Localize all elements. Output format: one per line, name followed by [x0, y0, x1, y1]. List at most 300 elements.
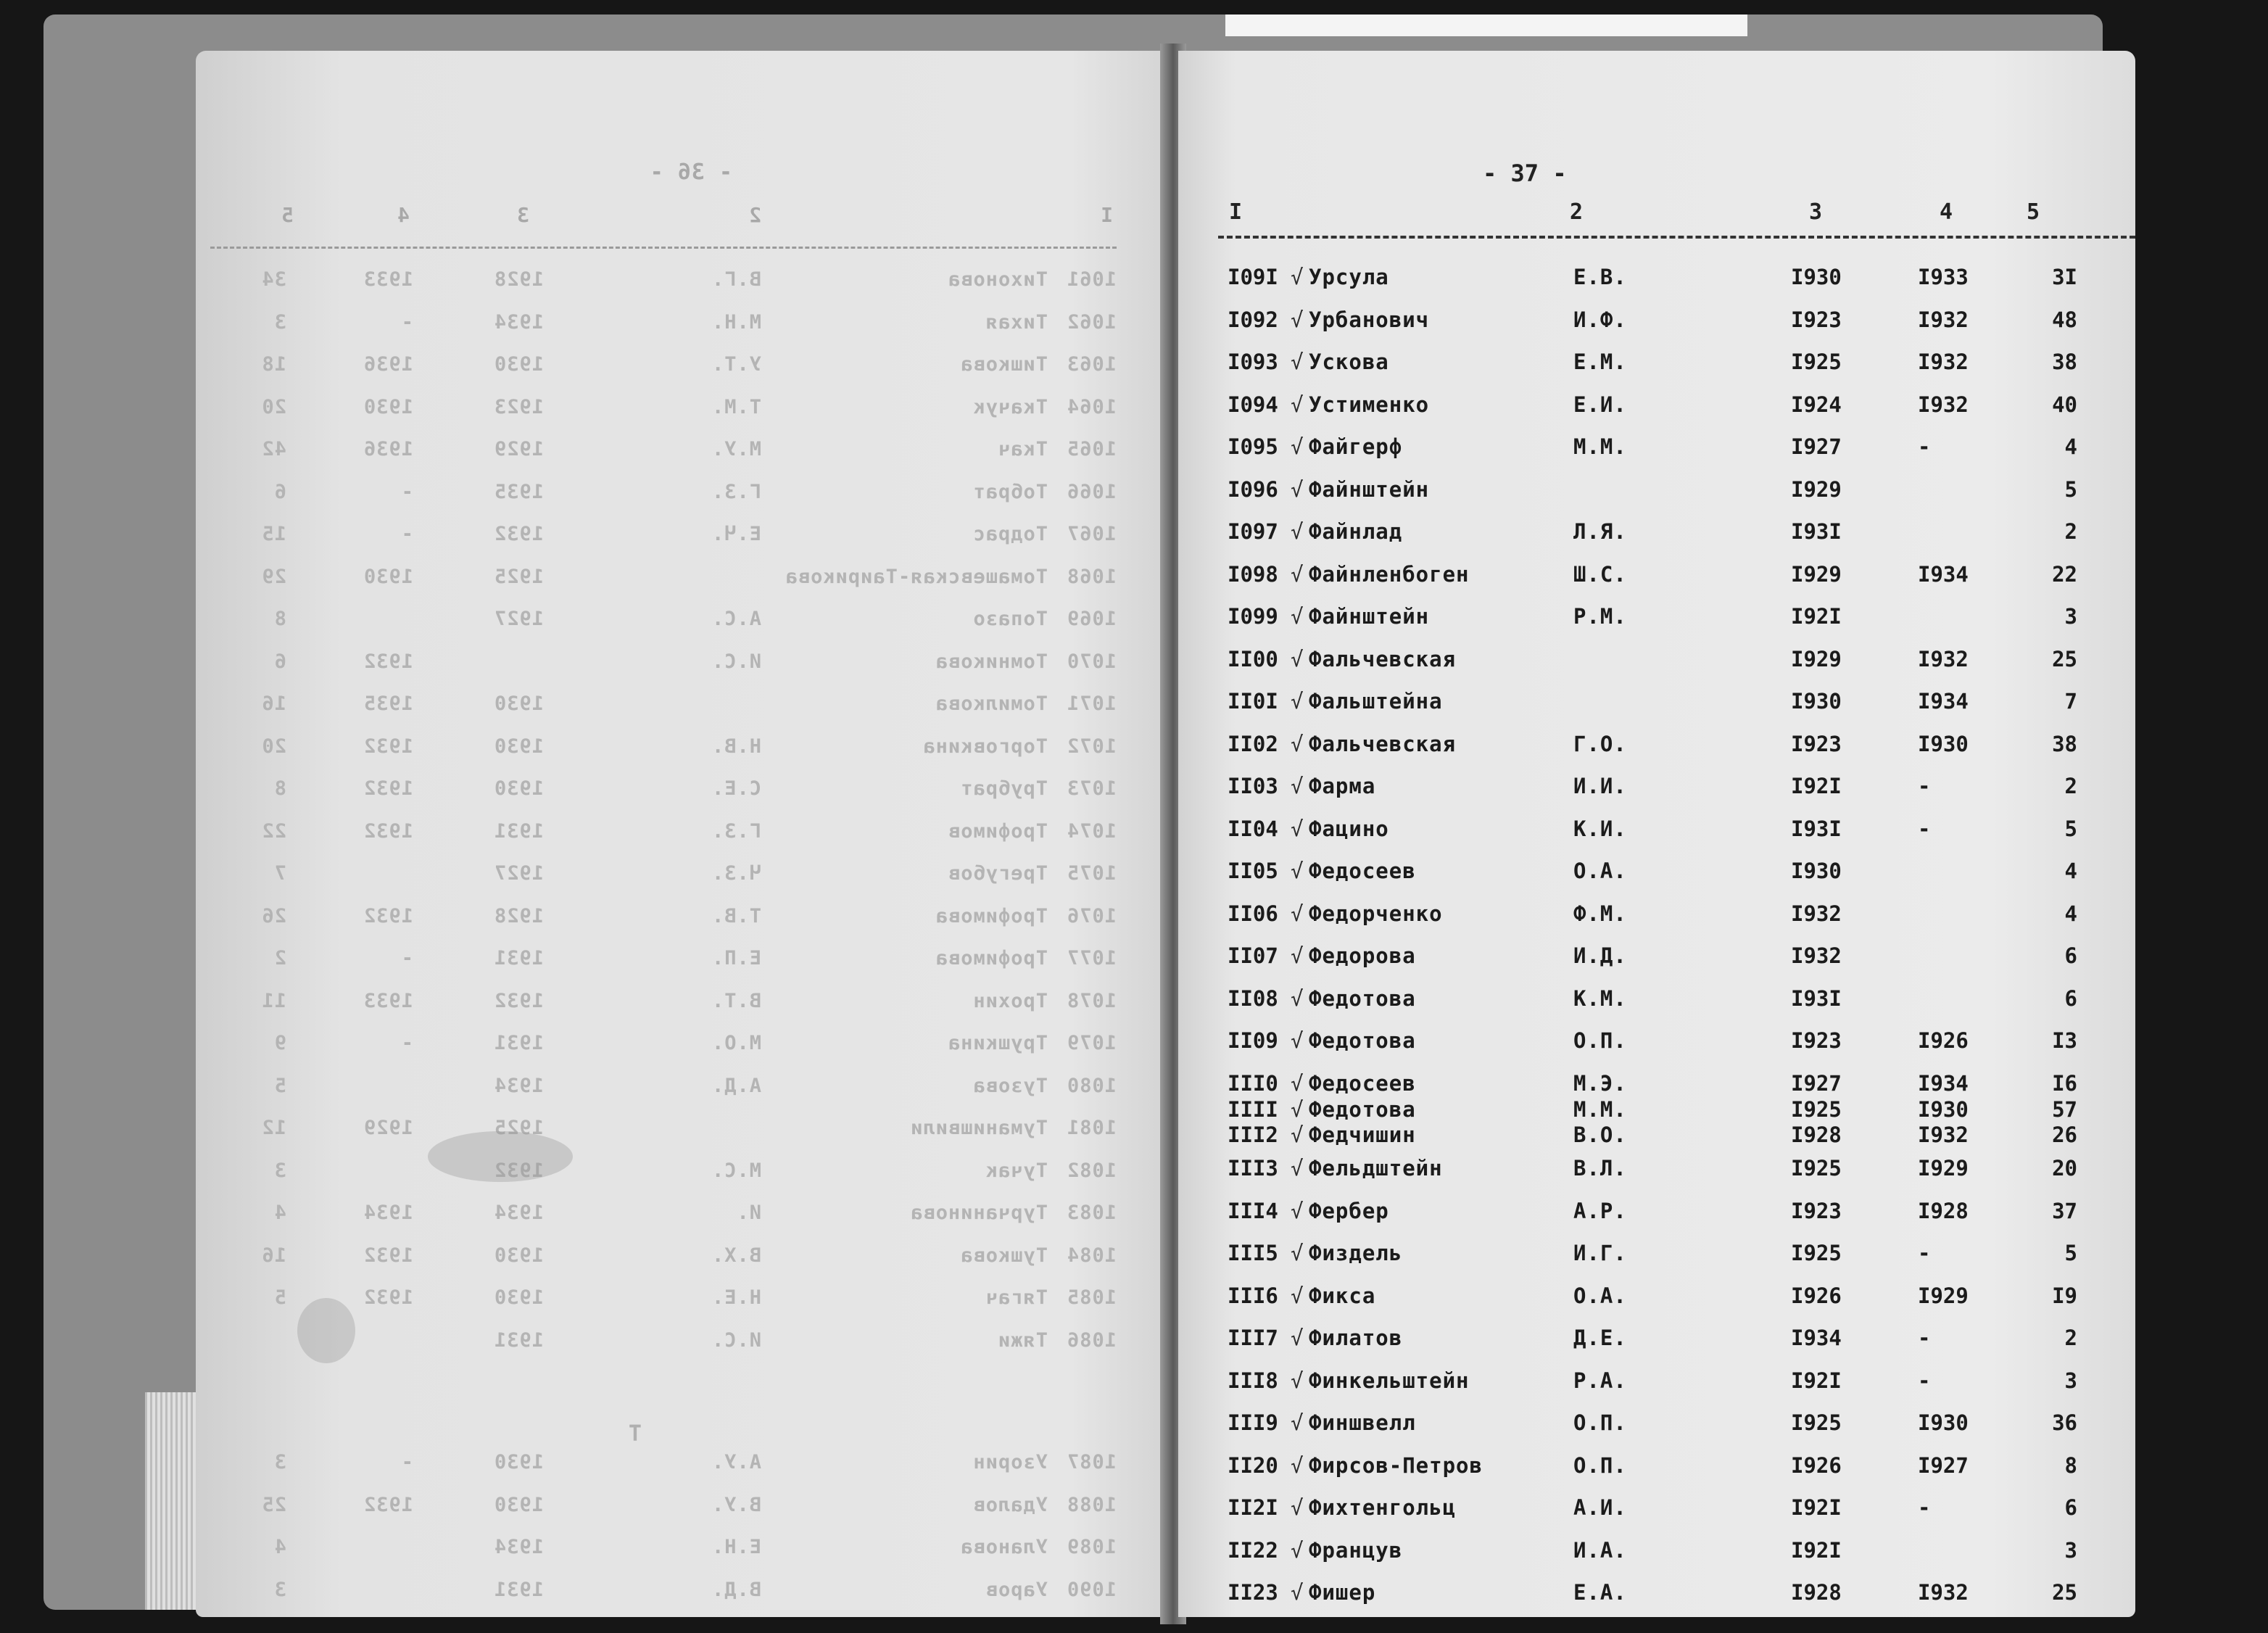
year-start: I927 [1791, 434, 1842, 459]
check-mark-icon: √ [1291, 350, 1304, 374]
initials: В.Г. [711, 268, 761, 291]
year-start: 1931 [493, 819, 544, 843]
initials: Ф.М. [1573, 901, 1627, 926]
check-mark-icon: √ [1291, 646, 1304, 671]
year-start: I93I [1791, 816, 1842, 841]
surname: Тузова [972, 1074, 1048, 1097]
left-page-number: - 36 - [649, 160, 732, 185]
year-end: 1932 [363, 735, 413, 758]
surname: Тишкова [960, 353, 1048, 376]
sheet-count: 12 [261, 1117, 286, 1139]
year-start: 1930 [493, 1286, 544, 1309]
sheet-count: 26 [2052, 1122, 2077, 1147]
table-row [1178, 1241, 2135, 1270]
surname: Файгерф [1309, 434, 1403, 459]
year-end: I932 [1918, 1580, 1969, 1605]
year-end: I932 [1918, 307, 1969, 332]
initials: Н.Е. [711, 1286, 761, 1309]
initials: Е.И. [1573, 392, 1627, 417]
year-start: 1930 [493, 353, 544, 376]
row-number: 1090 [1066, 1578, 1117, 1601]
row-number: 1083 [1066, 1202, 1117, 1224]
initials: Г.З. [711, 819, 761, 843]
sheet-count: 8 [273, 777, 286, 800]
check-mark-icon: √ [1291, 985, 1304, 1011]
row-number: 1089 [1066, 1536, 1117, 1558]
year-end: 1929 [363, 1117, 413, 1139]
table-row [1178, 1326, 2135, 1355]
check-mark-icon: √ [1291, 1495, 1304, 1520]
year-end: 1932 [363, 1286, 413, 1309]
surname: Тягач [985, 1286, 1048, 1309]
right-page [1178, 51, 2135, 1617]
initials: Е.М. [1573, 350, 1627, 374]
surname: Тодрас [972, 523, 1048, 545]
sheet-count: 25 [261, 1493, 286, 1516]
initials: А.С. [711, 608, 761, 630]
row-number: IIII [1228, 1097, 1278, 1122]
year-start: I923 [1791, 1198, 1842, 1223]
table-row [1178, 647, 2135, 676]
check-mark-icon: √ [1291, 1283, 1304, 1308]
table-row [1178, 943, 2135, 972]
row-number: I092 [1228, 307, 1278, 332]
table-row [1178, 1495, 2135, 1524]
table-row [1178, 604, 2135, 633]
table-row [1178, 986, 2135, 1015]
check-mark-icon: √ [1291, 307, 1304, 332]
row-number: II07 [1228, 943, 1278, 968]
row-number: I098 [1228, 561, 1278, 587]
loose-paper-edge [1225, 15, 1747, 36]
row-number: III4 [1228, 1198, 1278, 1223]
year-end: I930 [1918, 1410, 1969, 1435]
row-number: 1086 [1066, 1328, 1117, 1352]
row-number: II23 [1228, 1580, 1278, 1605]
initials: С.Е. [711, 777, 761, 800]
sheet-count: 38 [2052, 731, 2077, 756]
table-row [1178, 774, 2135, 803]
year-start: 1932 [493, 1159, 544, 1182]
sheet-count: 6 [273, 650, 286, 673]
year-end: I926 [1918, 1028, 1969, 1053]
year-start: I925 [1791, 1410, 1842, 1435]
sheet-count: 36 [2052, 1410, 2077, 1435]
row-number: 1068 [1066, 565, 1117, 588]
surname: Устименко [1309, 392, 1430, 417]
year-start: 1930 [493, 777, 544, 800]
surname: Томникова [935, 650, 1048, 673]
check-mark-icon: √ [1291, 1156, 1304, 1181]
year-start: I92I [1791, 1368, 1842, 1393]
check-mark-icon: √ [1291, 604, 1304, 629]
table-row [1178, 307, 2135, 336]
surname: Трушкина [947, 1032, 1048, 1054]
sheet-count: 34 [261, 268, 286, 291]
year-start: 1930 [493, 1244, 544, 1267]
year-start: 1930 [493, 735, 544, 758]
year-start: 1931 [493, 1578, 544, 1601]
row-number: 1085 [1066, 1286, 1117, 1309]
year-start: 1930 [493, 1493, 544, 1516]
row-number: 1070 [1066, 650, 1117, 673]
sheet-count: 29 [261, 565, 286, 588]
year-end: I930 [1918, 1097, 1969, 1122]
surname: Фишер [1309, 1580, 1376, 1605]
surname: Тихая [985, 310, 1048, 334]
year-end: - [1918, 1368, 1931, 1393]
sheet-count: 2 [2064, 774, 2077, 798]
sheet-count: 42 [261, 438, 286, 460]
year-start: 1934 [493, 1074, 544, 1097]
year-start: I92I [1791, 774, 1842, 798]
check-mark-icon: √ [1291, 519, 1304, 544]
table-row [1178, 1580, 2135, 1609]
check-mark-icon: √ [1291, 434, 1304, 459]
check-mark-icon: √ [1291, 731, 1304, 756]
check-mark-icon: √ [1291, 1452, 1304, 1478]
sheet-count: 3 [2064, 1368, 2077, 1393]
year-end: - [1918, 1326, 1931, 1350]
row-number: 1065 [1066, 438, 1117, 460]
year-start: 1930 [493, 693, 544, 715]
year-start: I929 [1791, 476, 1842, 502]
row-number: 1077 [1066, 947, 1117, 970]
year-start: 1931 [493, 1032, 544, 1054]
sheet-count: 3 [273, 1159, 286, 1182]
row-number: I093 [1228, 350, 1278, 374]
year-end: 1932 [363, 1493, 413, 1516]
sheet-count: 4 [2064, 434, 2077, 459]
year-start: I925 [1791, 1097, 1842, 1122]
sheet-count: 3 [273, 1578, 286, 1601]
surname: Файнштейн [1309, 604, 1430, 629]
year-start: 1923 [493, 395, 544, 418]
sheet-count: 22 [261, 819, 286, 843]
initials: Е.Ч. [711, 523, 761, 545]
initials: И.И. [1573, 774, 1627, 798]
initials: Е.Н. [711, 1536, 761, 1558]
year-end: 1930 [363, 565, 413, 588]
year-end: 1930 [363, 395, 413, 418]
row-number: 1069 [1066, 608, 1117, 630]
initials: М.М. [1573, 434, 1627, 459]
surname: Тяжи [997, 1328, 1048, 1352]
year-start: I925 [1791, 1241, 1842, 1265]
surname: Тихонова [947, 268, 1048, 291]
table-row [1178, 1123, 2135, 1152]
year-end: 1933 [363, 989, 413, 1012]
initials: М.М. [1573, 1097, 1627, 1122]
year-start: 1928 [493, 268, 544, 291]
sheet-count: 37 [2052, 1198, 2077, 1223]
sheet-count: 18 [261, 353, 286, 376]
sheet-count: 3 [2064, 1537, 2077, 1563]
initials: Е.П. [711, 947, 761, 970]
surname: Тушкова [960, 1244, 1048, 1267]
sheet-count: 6 [2064, 1495, 2077, 1520]
year-end: - [400, 310, 413, 334]
sheet-count: 22 [2052, 561, 2077, 587]
check-mark-icon: √ [1291, 1368, 1304, 1393]
row-number: III7 [1228, 1326, 1278, 1350]
surname: Тобрат [972, 480, 1048, 503]
surname: Физдель [1309, 1241, 1403, 1265]
year-start: I929 [1791, 646, 1842, 671]
year-start: I928 [1791, 1580, 1842, 1605]
sheet-count: 6 [2064, 985, 2077, 1011]
year-start: 1935 [493, 480, 544, 503]
row-number: 1074 [1066, 819, 1117, 843]
right-header-col-3: 3 [1809, 199, 1823, 225]
paper-stain [428, 1131, 573, 1182]
sheet-count: 3 [2064, 604, 2077, 629]
year-start: I92I [1791, 1537, 1842, 1563]
surname: Томашевская-Таирикова [785, 565, 1048, 588]
table-row [1178, 1283, 2135, 1312]
check-mark-icon: √ [1291, 476, 1304, 502]
surname: Урсула [1309, 265, 1389, 289]
row-number: 1087 [1066, 1451, 1117, 1473]
paper-stain [297, 1298, 355, 1363]
year-end: - [1918, 434, 1931, 459]
year-start: 1934 [493, 310, 544, 334]
year-end: I932 [1918, 350, 1969, 374]
sheet-count: 3 [273, 310, 286, 334]
left-header-col-1: I [1100, 203, 1113, 227]
row-number: 1076 [1066, 904, 1117, 927]
initials: Ч.З. [711, 862, 761, 885]
check-mark-icon: √ [1291, 1326, 1304, 1350]
sheet-count: 16 [261, 1244, 286, 1267]
row-number: 1061 [1066, 268, 1117, 291]
surname: Федчишин [1309, 1122, 1416, 1147]
check-mark-icon: √ [1291, 561, 1304, 587]
row-number: I09I [1228, 265, 1278, 289]
table-row [1178, 562, 2135, 591]
table-row [1178, 1071, 2135, 1100]
table-row [1178, 817, 2135, 846]
table-row [1178, 350, 2135, 379]
surname: Фальштейна [1309, 689, 1443, 714]
check-mark-icon: √ [1291, 1070, 1304, 1096]
initials: К.И. [1573, 816, 1627, 841]
sheet-count: 26 [261, 904, 286, 927]
sheet-count: 6 [273, 480, 286, 503]
initials: М.У. [711, 438, 761, 460]
year-start: 1932 [493, 523, 544, 545]
row-number: III5 [1228, 1241, 1278, 1265]
surname: Францув [1309, 1537, 1403, 1563]
row-number: II02 [1228, 731, 1278, 756]
left-header-col-5: 5 [281, 203, 294, 227]
year-end: - [1918, 1495, 1931, 1520]
initials: В.Х. [711, 1244, 761, 1267]
surname: Файнлад [1309, 519, 1403, 544]
surname: Томилкова [935, 693, 1048, 715]
year-end: I934 [1918, 561, 1969, 587]
surname: Федотова [1309, 1097, 1416, 1122]
sheet-count: 20 [2052, 1156, 2077, 1181]
sheet-count: 20 [261, 395, 286, 418]
left-page-bleedthrough [196, 51, 1167, 1617]
row-number: I099 [1228, 604, 1278, 629]
year-start: I928 [1791, 1122, 1842, 1147]
initials: В.Т. [711, 989, 761, 1012]
initials: Л.Я. [1573, 519, 1627, 544]
sheet-count: I3 [2052, 1028, 2077, 1053]
right-header-col-5: 5 [2027, 199, 2040, 225]
table-row [1178, 477, 2135, 506]
sheet-count: 57 [2052, 1097, 2077, 1122]
year-end: I933 [1918, 265, 1969, 289]
sheet-count: 5 [2064, 1241, 2077, 1265]
row-number: 1078 [1066, 989, 1117, 1012]
year-end: I928 [1918, 1198, 1969, 1223]
check-mark-icon: √ [1291, 265, 1304, 289]
initials: Р.А. [1573, 1368, 1627, 1393]
row-number: 1062 [1066, 310, 1117, 334]
initials: Е.В. [1573, 265, 1627, 289]
initials: Н.В. [711, 735, 761, 758]
year-start: I930 [1791, 689, 1842, 714]
year-start: I923 [1791, 731, 1842, 756]
surname: Фельдштейн [1309, 1156, 1443, 1181]
initials: И.А. [1573, 1537, 1627, 1563]
initials: Г.З. [711, 480, 761, 503]
sheet-count: 2 [2064, 519, 2077, 544]
year-end: 1935 [363, 693, 413, 715]
row-number: III0 [1228, 1070, 1278, 1096]
row-number: II0I [1228, 689, 1278, 714]
initials: М.С. [711, 1159, 761, 1182]
check-mark-icon: √ [1291, 774, 1304, 798]
initials: О.П. [1573, 1028, 1627, 1053]
surname: Ускова [1309, 350, 1389, 374]
surname: Фикса [1309, 1283, 1376, 1308]
row-number: I094 [1228, 392, 1278, 417]
table-row [1178, 1410, 2135, 1439]
year-end: - [400, 480, 413, 503]
year-end: 1932 [363, 904, 413, 927]
initials: А.И. [1573, 1495, 1627, 1520]
year-start: I925 [1791, 350, 1842, 374]
year-start: I927 [1791, 1070, 1842, 1096]
row-number: 1072 [1066, 735, 1117, 758]
row-number: 1084 [1066, 1244, 1117, 1267]
table-row [1178, 732, 2135, 761]
row-number: III6 [1228, 1283, 1278, 1308]
table-row [1178, 392, 2135, 421]
sheet-count: 3 [273, 1451, 286, 1473]
table-row [1178, 1199, 2135, 1228]
initials: И.Г. [1573, 1241, 1627, 1265]
surname: Топазо [972, 608, 1048, 630]
surname: Федорченко [1309, 901, 1443, 926]
surname: Тучак [985, 1159, 1048, 1182]
year-start: I934 [1791, 1326, 1842, 1350]
year-start: 1928 [493, 904, 544, 927]
left-page [196, 51, 1167, 1617]
row-number: 1063 [1066, 353, 1117, 376]
surname: Файнленбоген [1309, 561, 1470, 587]
row-number: I096 [1228, 476, 1278, 502]
left-header-col-3: 3 [516, 203, 529, 227]
check-mark-icon: √ [1291, 1410, 1304, 1435]
initials: Т.В. [711, 904, 761, 927]
initials: Р.М. [1573, 604, 1627, 629]
row-number: 1064 [1066, 395, 1117, 418]
row-number: II08 [1228, 985, 1278, 1011]
row-number: I095 [1228, 434, 1278, 459]
row-number: II09 [1228, 1028, 1278, 1053]
year-end: I929 [1918, 1156, 1969, 1181]
sheet-count: 4 [2064, 901, 2077, 926]
row-number: II05 [1228, 859, 1278, 883]
table-row [1178, 1028, 2135, 1057]
sheet-count: 7 [2064, 689, 2077, 714]
row-number: II20 [1228, 1452, 1278, 1478]
row-number: II06 [1228, 901, 1278, 926]
table-row [1178, 689, 2135, 718]
surname: Ткачук [972, 395, 1048, 418]
sheet-count: 8 [2064, 1452, 2077, 1478]
year-start: I924 [1791, 392, 1842, 417]
surname: Финкельштейн [1309, 1368, 1470, 1393]
year-end: 1933 [363, 268, 413, 291]
row-number: 1066 [1066, 480, 1117, 503]
surname: Фацино [1309, 816, 1389, 841]
initials: М.Н. [711, 310, 761, 334]
initials: В.У. [711, 1493, 761, 1516]
surname: Трофимова [935, 904, 1048, 927]
sheet-count: 4 [2064, 859, 2077, 883]
check-mark-icon: √ [1291, 392, 1304, 417]
row-number: III2 [1228, 1122, 1278, 1147]
initials: В.Л. [1573, 1156, 1627, 1181]
initials: Г.О. [1573, 731, 1627, 756]
surname: Фальчевская [1309, 731, 1457, 756]
year-start: 1925 [493, 565, 544, 588]
sheet-count: 4 [273, 1202, 286, 1224]
year-end: I932 [1918, 646, 1969, 671]
row-number: 1080 [1066, 1074, 1117, 1097]
year-end: I930 [1918, 731, 1969, 756]
sheet-count: 2 [2064, 1326, 2077, 1350]
sheet-count: 5 [2064, 816, 2077, 841]
year-end: I934 [1918, 1070, 1969, 1096]
row-number: 1082 [1066, 1159, 1117, 1182]
sheet-count: 8 [273, 608, 286, 630]
year-start: I930 [1791, 859, 1842, 883]
initials: И. [736, 1202, 761, 1224]
initials: А.Р. [1573, 1198, 1627, 1223]
row-number: II00 [1228, 646, 1278, 671]
table-row [1178, 1453, 2135, 1482]
sheet-count: 48 [2052, 307, 2077, 332]
year-end: I932 [1918, 392, 1969, 417]
surname: Федосеев [1309, 1070, 1416, 1096]
table-row [1178, 265, 2135, 294]
right-header-col-2: 2 [1570, 199, 1584, 225]
year-end: 1932 [363, 650, 413, 673]
year-start: I93I [1791, 519, 1842, 544]
surname: Фальчевская [1309, 646, 1457, 671]
row-number: II22 [1228, 1537, 1278, 1563]
sheet-count: 9 [273, 1032, 286, 1054]
year-start: I92I [1791, 604, 1842, 629]
surname: Федосеев [1309, 859, 1416, 883]
